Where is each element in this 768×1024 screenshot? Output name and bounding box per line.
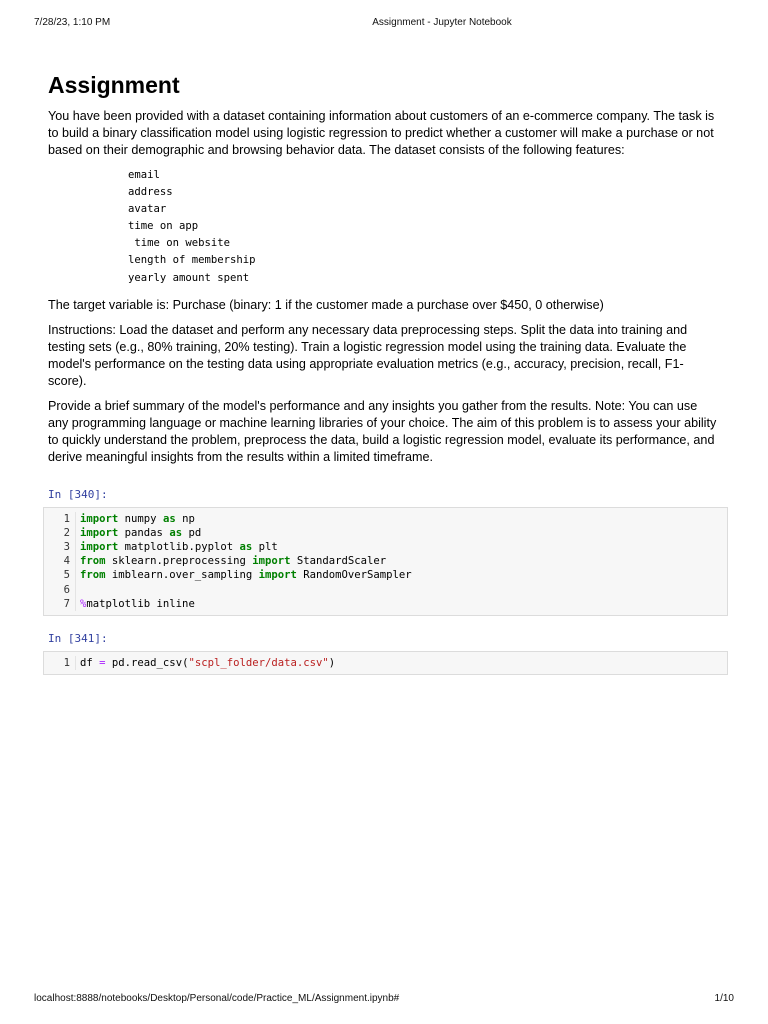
cell-prompt: In [340]: (48, 487, 108, 501)
code-cells (48, 488, 720, 676)
code-token: ) (328, 657, 336, 670)
feature-list (128, 167, 720, 287)
code-token: import (252, 555, 291, 568)
code-line (80, 656, 335, 670)
code-token: matplotlib.pyplot (118, 541, 240, 554)
code-token: df (80, 657, 100, 670)
code-token: = (99, 657, 106, 670)
line-numbers: 1 2 3 4 5 6 7 (44, 512, 76, 611)
code-token: as (239, 541, 253, 554)
code-token: pandas (118, 526, 170, 539)
code-token: numpy (118, 512, 163, 525)
line-numbers: 1 (44, 656, 76, 670)
code-token: from (80, 569, 106, 582)
code-line (80, 583, 412, 597)
code-token: StandardScaler (290, 555, 387, 568)
code-token: import (80, 541, 119, 554)
code-token: pd.read_csv( (105, 657, 189, 670)
code-token: plt (252, 541, 278, 554)
code-token: as (169, 526, 183, 539)
code-token: pd (182, 526, 202, 539)
feature-item: address (128, 186, 173, 199)
code-token: matplotlib inline (86, 597, 195, 610)
code-line (80, 540, 412, 554)
notebook-content (48, 70, 720, 675)
code-token: from (80, 555, 106, 568)
code-line (80, 526, 412, 540)
print-url: localhost:8888/notebooks/Desktop/Personal/code/Practice_ML/Assignment.ipynb# (34, 993, 400, 1004)
page-number: 1/10 (714, 993, 734, 1004)
code-token: import (80, 512, 119, 525)
code-cell[interactable] (43, 507, 728, 616)
feature-item: email (128, 169, 160, 181)
feature-item: time on website (128, 237, 231, 250)
code-editor[interactable] (76, 656, 335, 670)
print-datetime: 7/28/23, 1:10 PM (34, 17, 111, 28)
intro-paragraph: You have been provided with a dataset containing information about customers of an e-commerce company. The task is to build a binary classification model using logistic regression to predict whether a customer will make a purchase or not based on their demographic and browsing behavior data. The dataset consists of the following features: (48, 109, 715, 157)
code-token: import (258, 569, 297, 582)
instructions-paragraph: Instructions: Load the dataset and perform any necessary data preprocessing steps. Split the data into training and testing sets (e.g., 80% training, 20% testing). Train a logistic regression model using the training data. Evaluate the model's performance on the testing data using appropriate evaluation metrics (e.g., accuracy, precision, recall, F1-score). (48, 322, 688, 388)
feature-item: yearly amount spent (128, 271, 250, 284)
cell-prompt: In [341]: (48, 632, 108, 646)
print-title: Assignment - Jupyter Notebook (372, 17, 512, 28)
code-token: "scpl_folder/data.csv" (188, 657, 329, 670)
code-line (80, 597, 412, 611)
code-line (80, 568, 412, 582)
code-token: import (80, 526, 119, 539)
summary-paragraph: Provide a brief summary of the model's performance and any insights you gather from the results. Note: You can use any programming language or machine learning libraries of your choice. The aim of this problem is to assess your ability to quickly understand the problem, preprocess the data, build a logistic regression model, evaluate its performance, and derive meaningful insights from the results within a limited timeframe. (48, 398, 717, 464)
code-line (80, 512, 412, 526)
code-token: % (80, 597, 87, 610)
page-title: Assignment (48, 72, 180, 98)
code-token: RandomOverSampler (296, 569, 412, 582)
feature-item: length of membership (128, 254, 256, 267)
feature-item: avatar (128, 203, 167, 216)
code-line (80, 554, 412, 568)
code-editor[interactable] (76, 512, 412, 611)
code-token: imblearn.over_sampling (105, 569, 259, 582)
code-token: sklearn.preprocessing (105, 555, 253, 568)
code-cell[interactable] (43, 651, 728, 675)
target-paragraph: The target variable is: Purchase (binary: 1 if the customer made a purchase over $450, 0 otherwise) (48, 297, 604, 312)
code-token: np (175, 512, 195, 525)
feature-item: time on app (128, 220, 199, 233)
code-token: as (162, 512, 176, 525)
